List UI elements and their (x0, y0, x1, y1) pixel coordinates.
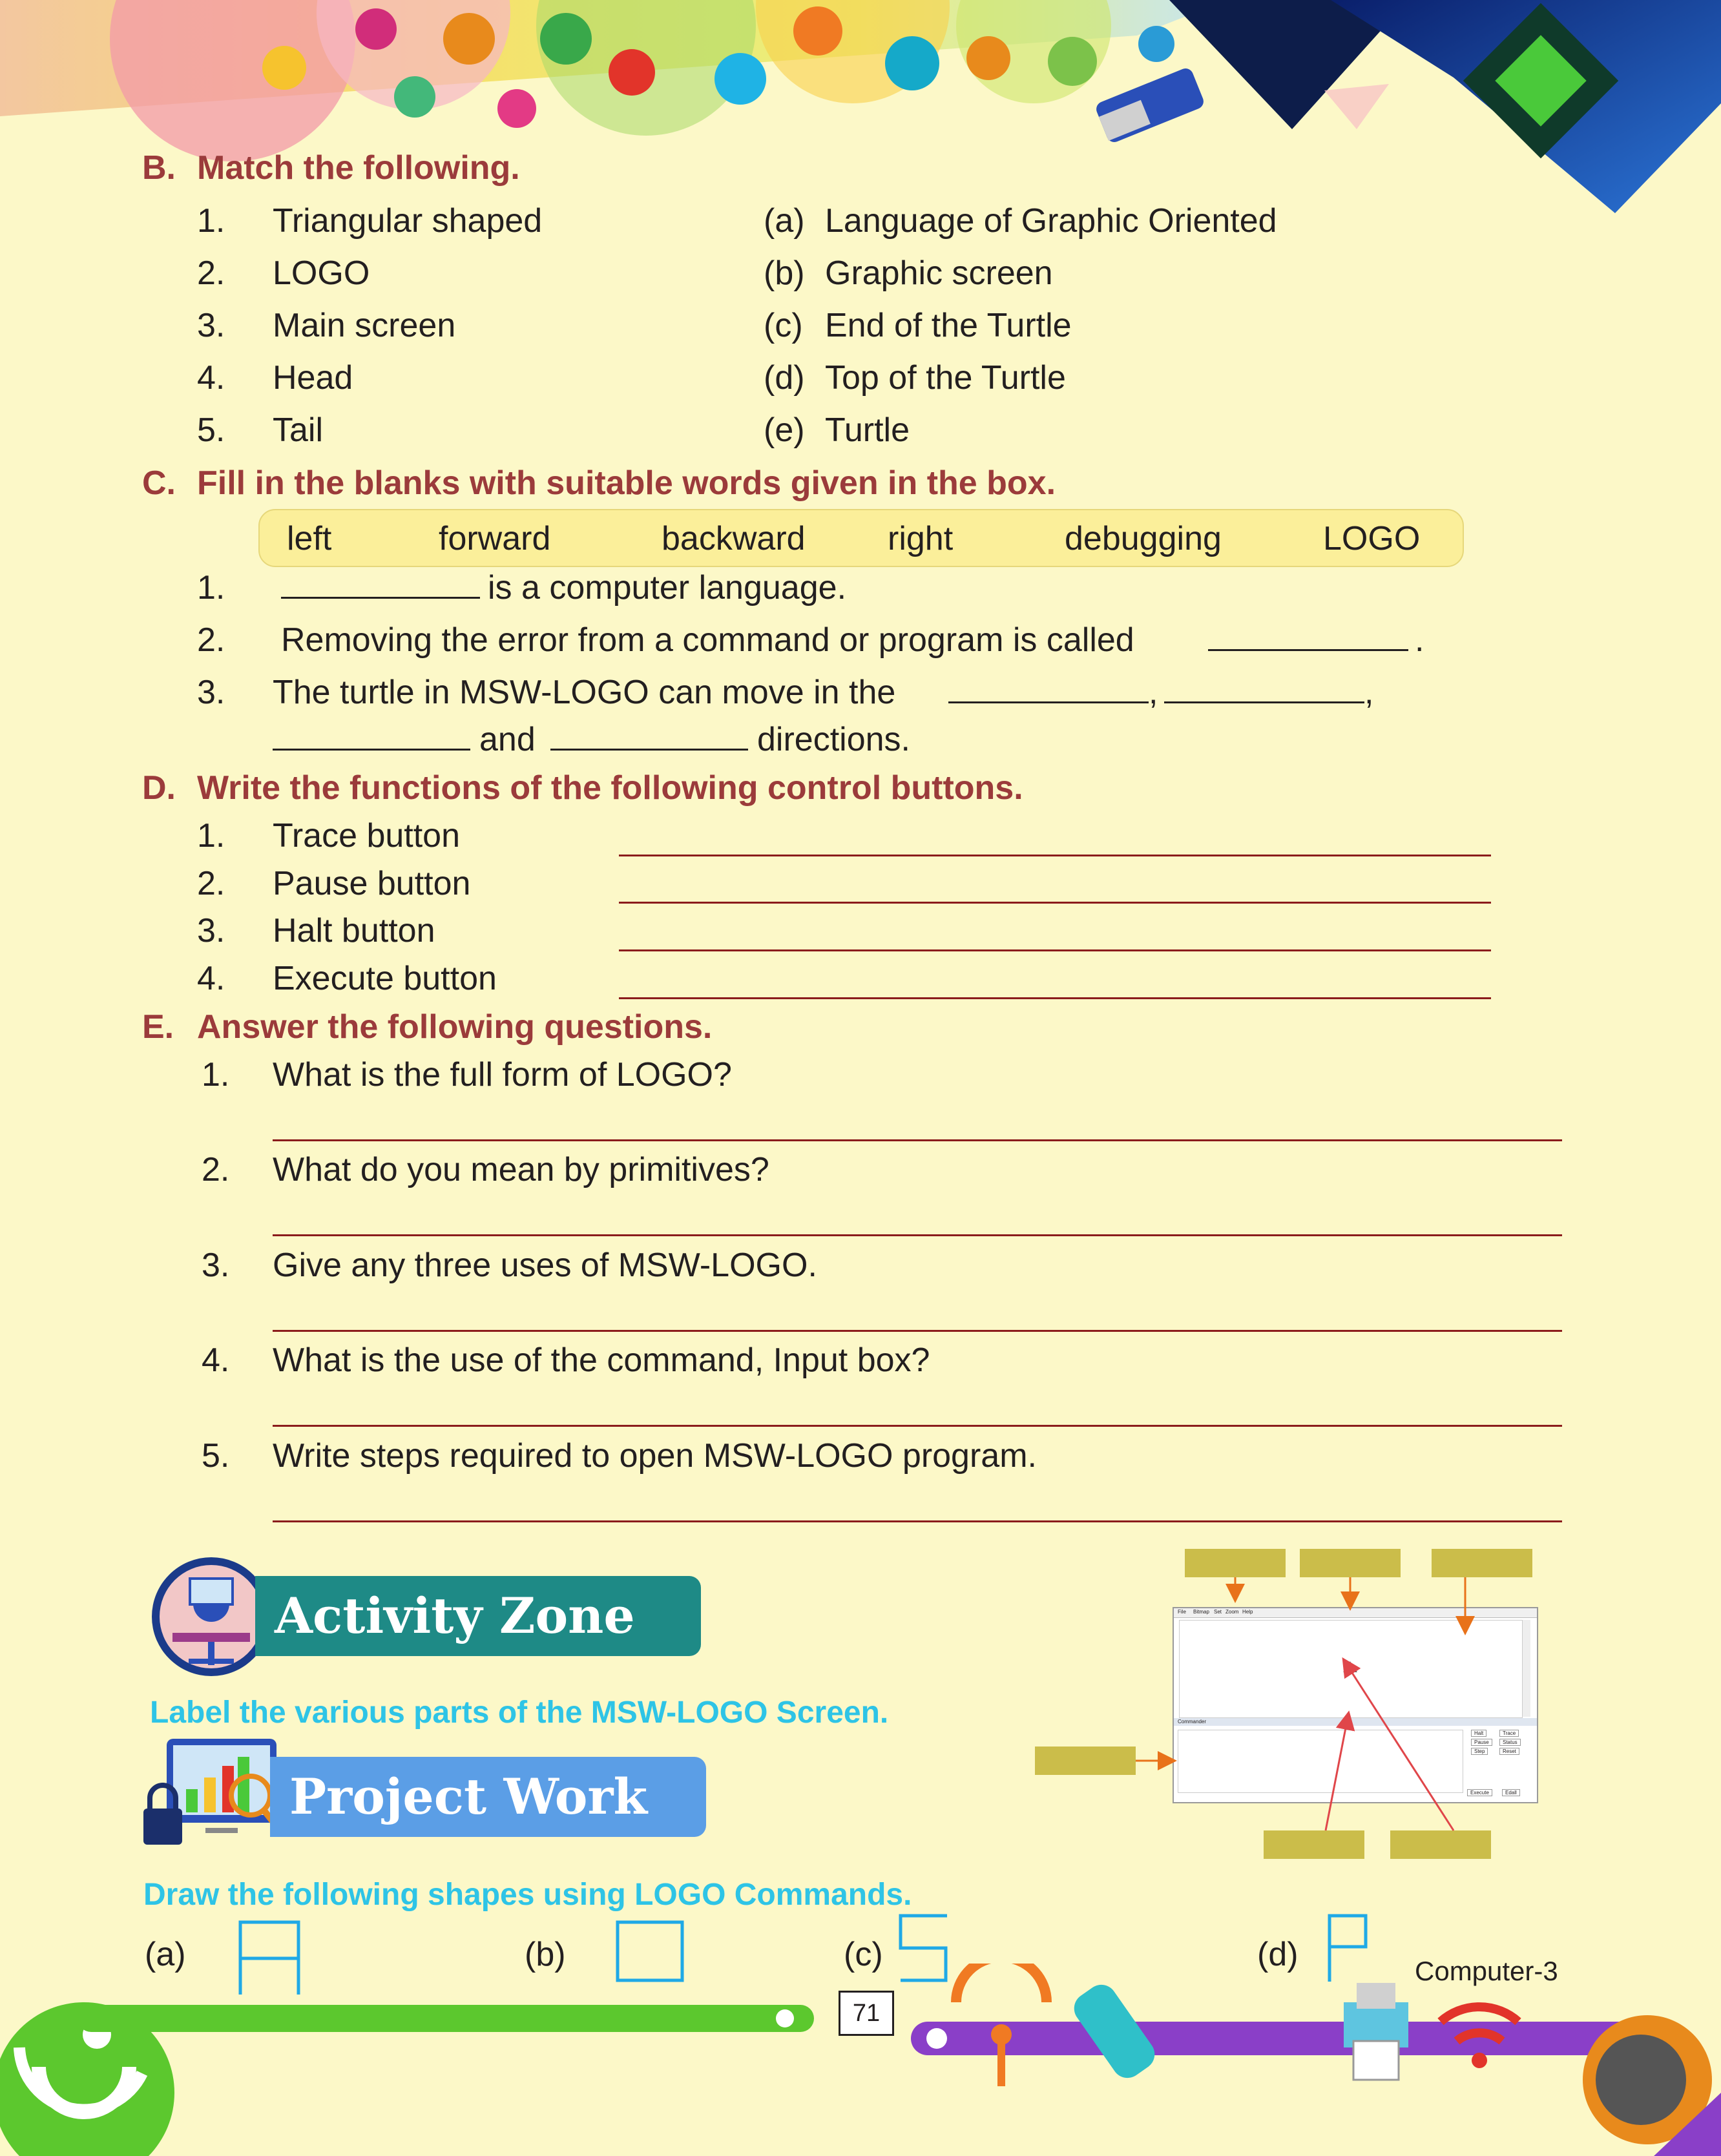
answer-line[interactable] (619, 855, 1491, 856)
menu-item[interactable]: Bitmap (1193, 1609, 1209, 1615)
item-text: Turtle (825, 411, 910, 449)
project-instruction: Draw the following shapes using LOGO Commands. (143, 1878, 912, 1912)
item-number: 2. (202, 1151, 230, 1188)
item-number: 4. (197, 359, 225, 397)
menu-item[interactable]: Set (1214, 1609, 1222, 1615)
section-title: Match the following. (197, 149, 520, 187)
activity-zone-title: Activity Zone (255, 1576, 701, 1656)
item-text: is a computer language. (488, 569, 847, 606)
item-key: (d) (764, 359, 805, 397)
item-text: Write steps required to open MSW-LOGO program. (273, 1437, 1037, 1475)
shape-label: (a) (145, 1936, 186, 1973)
menu-item[interactable]: File (1178, 1609, 1186, 1615)
answer-line[interactable] (273, 1425, 1562, 1427)
answer-line[interactable] (619, 997, 1491, 999)
item-number: 4. (197, 960, 225, 997)
shape-label: (b) (525, 1936, 566, 1973)
trace-button[interactable]: Trace (1499, 1730, 1519, 1737)
item-key: (b) (764, 254, 805, 292)
match-right-item (764, 411, 910, 450)
section-letter: C. (142, 464, 176, 502)
item-number: 3. (197, 912, 225, 949)
page-number: 71 (839, 1991, 894, 2036)
item-text: directions. (757, 721, 910, 758)
answer-line[interactable] (273, 1234, 1562, 1236)
reset-button[interactable]: Reset (1499, 1748, 1519, 1755)
item-text: Execute button (273, 960, 497, 997)
step-button[interactable]: Step (1471, 1748, 1488, 1755)
book-label: Computer-3 (1415, 1956, 1558, 1986)
section-letter: B. (142, 149, 176, 187)
answer-line[interactable] (273, 1139, 1562, 1141)
word-box-item: LOGO (1323, 520, 1421, 557)
blank-line[interactable] (281, 568, 480, 599)
shape-label: (d) (1257, 1936, 1299, 1973)
diagram-arrows (1034, 1544, 1550, 1867)
item-text: What is the full form of LOGO? (273, 1056, 732, 1094)
item-key: (e) (764, 411, 805, 449)
answer-line[interactable] (273, 1520, 1562, 1522)
project-work-icon (141, 1737, 283, 1854)
project-work-title: Project Work (270, 1757, 706, 1837)
item-text: End of the Turtle (825, 307, 1072, 344)
item-text: Top of the Turtle (825, 359, 1066, 397)
shape-label: (c) (844, 1936, 883, 1973)
menu-item[interactable]: Help (1242, 1609, 1253, 1615)
section-letter: D. (142, 769, 176, 807)
word-box-item: debugging (1065, 520, 1222, 557)
status-button[interactable]: Status (1499, 1739, 1521, 1746)
answer-line[interactable] (619, 949, 1491, 951)
halt-button[interactable]: Halt (1471, 1730, 1486, 1737)
item-text: What do you mean by primitives? (273, 1151, 769, 1188)
item-number: 5. (202, 1437, 230, 1475)
item-number: 3. (202, 1247, 230, 1284)
item-text: Triangular shaped (273, 202, 543, 240)
item-text: Removing the error from a command or program is called (281, 621, 1134, 659)
word-box-item: left (287, 520, 332, 557)
activity-instruction: Label the various parts of the MSW-LOGO Screen. (150, 1695, 889, 1730)
item-text: Head (273, 359, 353, 397)
item-number: 2. (197, 865, 225, 902)
match-right-item (764, 254, 1053, 293)
blank-line[interactable] (273, 720, 470, 751)
item-text: Trace button (273, 817, 461, 855)
item-text: Pause button (273, 865, 471, 902)
section-letter: E. (142, 1008, 174, 1046)
word-box (258, 509, 1464, 567)
word-box-item: backward (662, 520, 806, 557)
item-key: (c) (764, 307, 803, 344)
blank-line[interactable] (1164, 673, 1364, 703)
match-right-item (764, 202, 1277, 240)
item-text: and (479, 721, 536, 758)
item-text: Halt button (273, 912, 435, 949)
menu-item[interactable]: Zoom (1226, 1609, 1239, 1615)
match-right-item (764, 306, 1072, 345)
blank-line[interactable] (948, 673, 1149, 703)
item-text: What is the use of the command, Input box? (273, 1342, 930, 1379)
section-title: Answer the following questions. (197, 1008, 713, 1046)
item-number: 1. (197, 569, 225, 606)
item-number: 1. (202, 1056, 230, 1094)
item-text: Graphic screen (825, 254, 1053, 292)
item-number: 2. (197, 621, 225, 659)
item-text: Tail (273, 411, 324, 449)
item-number: 1. (197, 817, 225, 855)
item-punct: . (1415, 621, 1424, 659)
item-number: 2. (197, 254, 225, 292)
item-key: (a) (764, 202, 805, 240)
activity-zone-icon (150, 1555, 273, 1678)
word-box-item: forward (439, 520, 551, 557)
blank-line[interactable] (1208, 621, 1408, 651)
edall-button[interactable]: Edall (1502, 1789, 1520, 1796)
match-right-item (764, 358, 1066, 397)
item-text: The turtle in MSW-LOGO can move in the (273, 674, 896, 711)
answer-line[interactable] (619, 902, 1491, 904)
item-number: 4. (202, 1342, 230, 1379)
execute-button[interactable]: Execute (1467, 1789, 1492, 1796)
item-number: 1. (197, 202, 225, 240)
item-text: Main screen (273, 307, 456, 344)
item-text: Give any three uses of MSW-LOGO. (273, 1247, 817, 1284)
word-box-item: right (888, 520, 954, 557)
item-text: LOGO (273, 254, 370, 292)
section-title: Write the functions of the following control buttons. (197, 769, 1023, 807)
item-number: 3. (197, 307, 225, 344)
item-text: Language of Graphic Oriented (825, 202, 1277, 240)
mswlogo-diagram (1034, 1544, 1550, 1867)
pause-button[interactable]: Pause (1471, 1739, 1492, 1746)
commander-title: Commander (1178, 1719, 1207, 1725)
answer-line[interactable] (273, 1330, 1562, 1332)
item-number: 5. (197, 411, 225, 449)
item-number: 3. (197, 674, 225, 711)
section-title: Fill in the blanks with suitable words given in the box. (197, 464, 1056, 502)
blank-line[interactable] (550, 720, 748, 751)
